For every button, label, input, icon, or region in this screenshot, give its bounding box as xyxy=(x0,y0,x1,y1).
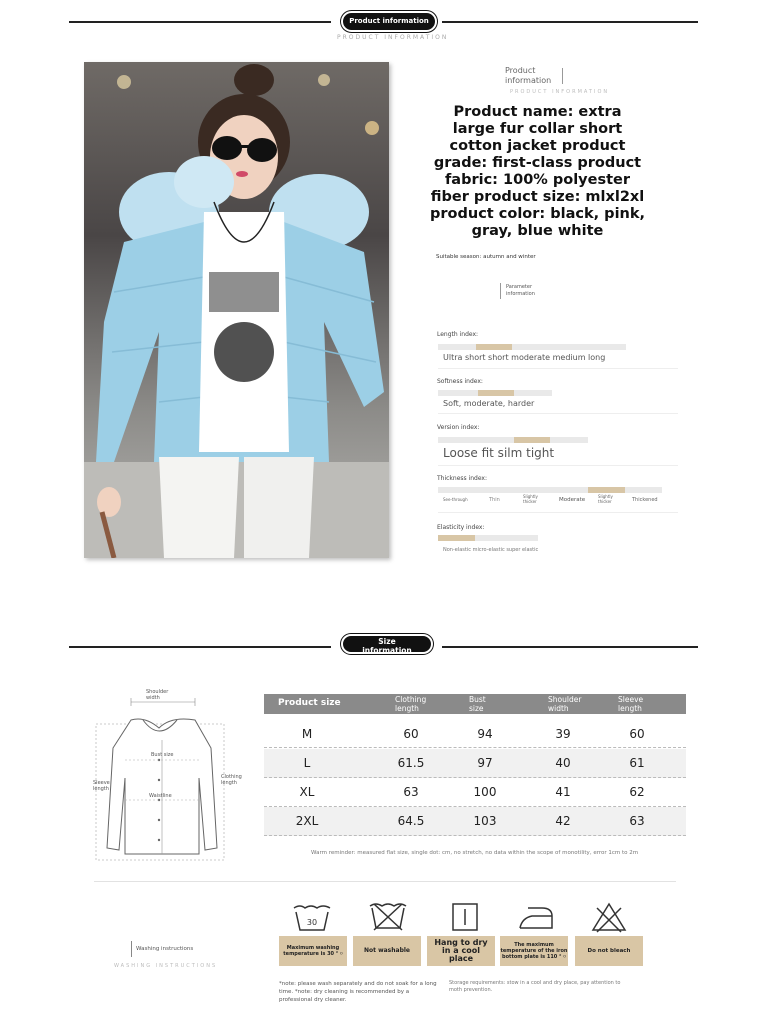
version-index-scale: Loose fit silm tight xyxy=(443,446,555,460)
header-line-right xyxy=(442,21,698,23)
sleeve-length-cell: 62 xyxy=(629,785,645,799)
row-separator xyxy=(264,835,686,836)
softness-index-label: Softness index: xyxy=(437,378,483,385)
product-photo xyxy=(84,62,389,558)
iron-icon xyxy=(516,900,556,934)
param-title: Parameter information xyxy=(506,284,535,297)
bust-size-cell: 100 xyxy=(473,785,497,799)
divider xyxy=(94,881,676,882)
size-cell: L xyxy=(303,756,311,770)
version-index-label: Version index: xyxy=(437,424,480,431)
care-label-no-bleach: Do not bleach xyxy=(575,936,643,966)
elasticity-index-fill xyxy=(438,535,475,541)
storage-note: Storage requirements: stow in a cool and dry place, pay attention to moth prevention. xyxy=(449,980,621,993)
header-bust-size: Bust size xyxy=(469,695,486,713)
elasticity-index-scale: Non-elastic micro-elastic super elastic xyxy=(443,547,539,553)
shoulder-width-cell: 39 xyxy=(555,727,571,741)
thickness-index-label: Thickness index: xyxy=(437,475,487,482)
table-row xyxy=(264,778,686,807)
table-row xyxy=(264,807,686,836)
size-cell: 2XL xyxy=(295,814,319,828)
header-clothing-length: Clothing length xyxy=(395,695,427,713)
table-row xyxy=(264,749,686,778)
thickness-option: Thickened xyxy=(632,497,658,503)
row-separator xyxy=(264,747,686,748)
warm-reminder: Warm reminder: measured flat size, single dot: cm, no stretch, no data within the scope of monotility, error 1cm to 2m xyxy=(311,850,639,856)
elasticity-index-label: Elasticity index: xyxy=(437,524,485,531)
thickness-index-fill xyxy=(588,487,625,493)
product-description: Product name: extra large fur collar short cotton jacket product grade: first-class product fabric: 100% polyester fiber product size: mlxl2xl product color: black, pink, gray, blue white xyxy=(430,104,646,239)
care-label-hang-dry: Hang to dry in a cool place xyxy=(427,936,495,966)
divider xyxy=(438,512,678,513)
thickness-option: See-through xyxy=(443,497,468,502)
clothing-length-cell: 63 xyxy=(403,785,419,799)
header-line-left xyxy=(69,21,331,23)
care-label-iron: The maximum temperature of the iron bottom plate is 110 ° 𓏸 xyxy=(500,936,568,966)
info-title: Product information xyxy=(505,66,552,85)
care-label-wash-30: Maximum washing temperature is 30 ° 𓏸 xyxy=(279,936,347,966)
sleeve-length-cell: 61 xyxy=(629,756,645,770)
size-table-header xyxy=(264,694,686,714)
diagram-shoulder-label: Shoulder width xyxy=(146,689,169,701)
size-cell: XL xyxy=(299,785,315,799)
no-wash-icon xyxy=(368,900,408,934)
diagram-clothing-label: Clothing length xyxy=(221,774,242,786)
clothing-length-cell: 60 xyxy=(403,727,419,741)
washing-subcaption: WASHING INSTRUCTIONS xyxy=(114,963,218,969)
table-row xyxy=(264,720,686,749)
size-cell: M xyxy=(301,727,313,741)
size-info-pill: Size information xyxy=(341,634,433,654)
divider xyxy=(438,368,678,369)
hang-dry-icon xyxy=(445,900,485,934)
no-bleach-icon xyxy=(589,900,629,934)
version-index-fill xyxy=(514,437,550,443)
shoulder-width-cell: 42 xyxy=(555,814,571,828)
washing-title: Washing instructions xyxy=(136,946,194,952)
softness-index-scale: Soft, moderate, harder xyxy=(443,399,535,408)
shoulder-width-cell: 40 xyxy=(555,756,571,770)
clothing-length-cell: 64.5 xyxy=(397,814,425,828)
length-index-scale: Ultra short short moderate medium long xyxy=(443,353,606,362)
svg-text:30: 30 xyxy=(306,918,318,927)
thickness-option: Thin xyxy=(489,497,500,503)
wash-title-bracket xyxy=(131,941,134,957)
divider xyxy=(438,413,678,414)
header-line-left xyxy=(69,646,331,648)
header-shoulder-width: Shoulder width xyxy=(548,695,582,713)
diagram-waist-label: Waistline xyxy=(149,793,172,799)
thickness-index-bar xyxy=(438,487,662,493)
sleeve-length-cell: 63 xyxy=(629,814,645,828)
thickness-option: Moderate xyxy=(559,497,586,503)
care-label-not-washable: Not washable xyxy=(353,936,421,966)
softness-index-bar xyxy=(438,390,552,396)
header-product-size: Product size xyxy=(278,698,341,708)
bust-size-cell: 103 xyxy=(473,814,497,828)
length-index-fill xyxy=(476,344,512,350)
diagram-bust-label: Bust size xyxy=(151,752,174,758)
shoulder-width-cell: 41 xyxy=(555,785,571,799)
length-index-label: Length index: xyxy=(437,331,479,338)
version-index-bar xyxy=(438,437,588,443)
size-diagram xyxy=(93,688,242,863)
model-illustration xyxy=(84,62,389,558)
divider xyxy=(438,465,678,466)
thickness-option: Slightly thicker xyxy=(523,494,538,504)
softness-index-fill xyxy=(478,390,514,396)
info-subcaption: PRODUCT INFORMATION xyxy=(510,89,610,95)
shirt-outline-icon xyxy=(93,688,228,863)
sleeve-length-cell: 60 xyxy=(629,727,645,741)
product-info-pill: Product information xyxy=(341,11,437,32)
info-title-bracket xyxy=(560,68,563,84)
bust-size-cell: 94 xyxy=(477,727,493,741)
length-index-bar xyxy=(438,344,626,350)
header-line-right xyxy=(442,646,698,648)
header-sleeve-length: Sleeve length xyxy=(618,695,644,713)
suitable-season: Suitable season: autumn and winter xyxy=(436,254,536,260)
clothing-length-cell: 61.5 xyxy=(397,756,425,770)
product-info-subcaption: PRODUCT INFORMATION xyxy=(337,34,449,41)
elasticity-index-bar xyxy=(438,535,538,541)
wash-tub-30-icon xyxy=(292,900,332,934)
bust-size-cell: 97 xyxy=(477,756,493,770)
thickness-option: Slightly thicker xyxy=(598,494,613,504)
param-title-bracket xyxy=(500,283,503,299)
diagram-sleeve-label: Sleeve length xyxy=(93,780,110,792)
washing-note: *note: please wash separately and do not soak for a long time. *note: dry cleaning is recommended by a professional dry cleaner. xyxy=(279,981,437,1003)
